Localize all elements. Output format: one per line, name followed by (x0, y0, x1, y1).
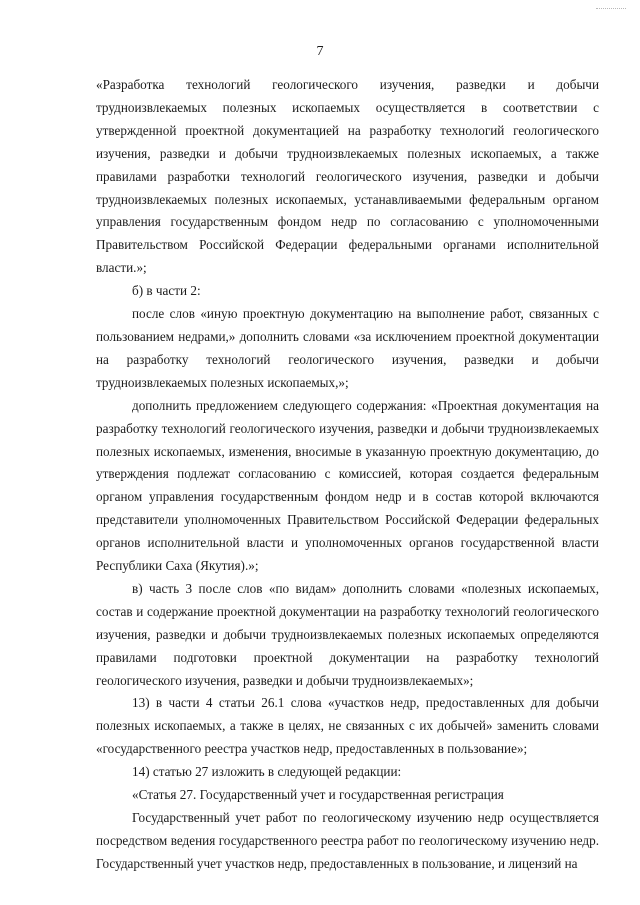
paragraph-after-words: после слов «иную проектную документацию на выполнение работ, связанных с пользованием недрами,» дополнить словами «за исключением проектной документации на разработку технологий геологического изучения, разведки и добычи трудноизвлекаемых полезных ископаемых,»; (96, 306, 599, 390)
document-body (96, 74, 599, 876)
paragraph-state-accounting: Государственный учет работ по геологическому изучению недр осуществляется посредством ведения государственного реестра работ по геологическому изучению недр. Государственный учет участков недр, предоставленных в пользование, и лицензий на (96, 810, 599, 871)
paragraph-item-14: 14) статью 27 изложить в следующей редакции: (132, 764, 402, 780)
paragraph-item-v: в) часть 3 после слов «по видам» дополнить словами «полезных ископаемых, состав и содержание проектной документации на разработку технологий геологического изучения, разведки и добычи трудноизвлекаемых полезных ископаемых определяются правилами подготовки проектной документации на разработку технологий геологического изучения, разведки и добычи трудноизвлекаемых»; (96, 580, 599, 688)
paragraph-development-rules: «Разработка технологий геологического изучения, разведки и добычи трудноизвлекаемых полезных ископаемых осуществляется в соответствии с утвержденной проектной документацией на разработку технологий геологического изучения, разведки и добычи трудноизвлекаемых полезных ископаемых, а также правилами разработки технологий геологического изучения, разведки и добычи трудноизвлекаемых полезных ископаемых, устанавливаемыми федеральным органом управления государственным фондом недр по согласованию с уполномоченными Правительством Российской Федерации федеральными органами исполнительной власти.»; (96, 77, 599, 276)
paragraph-item-b: б) в части 2: (132, 283, 201, 299)
paragraph-item-13: 13) в части 4 статьи 26.1 слова «участков недр, предоставленных для добычи полезных ископаемых, а также в целях, не связанных с их добычей» заменить словами «государственного реестра участков недр, предоставленных в пользование»; (96, 695, 599, 757)
article-27-heading: «Статья 27. Государственный учет и государственная регистрация (132, 787, 504, 803)
paragraph-supplement-sentence: дополнить предложением следующего содержания: «Проектная документация на разработку технологий геологического изучения, разведки и добычи трудноизвлекаемых полезных ископаемых, изменения, вносимые в указанную проектную документацию, до утверждения подлежат согласованию с комиссией, которая создается федеральным органом управления государственным фондом недр и в состав которой включаются представители уполномоченных Правительством Российской Федерации федеральных органов исполнительной власти и уполномоченных органов государственной власти Республики Саха (Якутия).»; (96, 397, 599, 574)
scan-corner-mark (596, 8, 626, 12)
page-number: 7 (316, 44, 324, 59)
